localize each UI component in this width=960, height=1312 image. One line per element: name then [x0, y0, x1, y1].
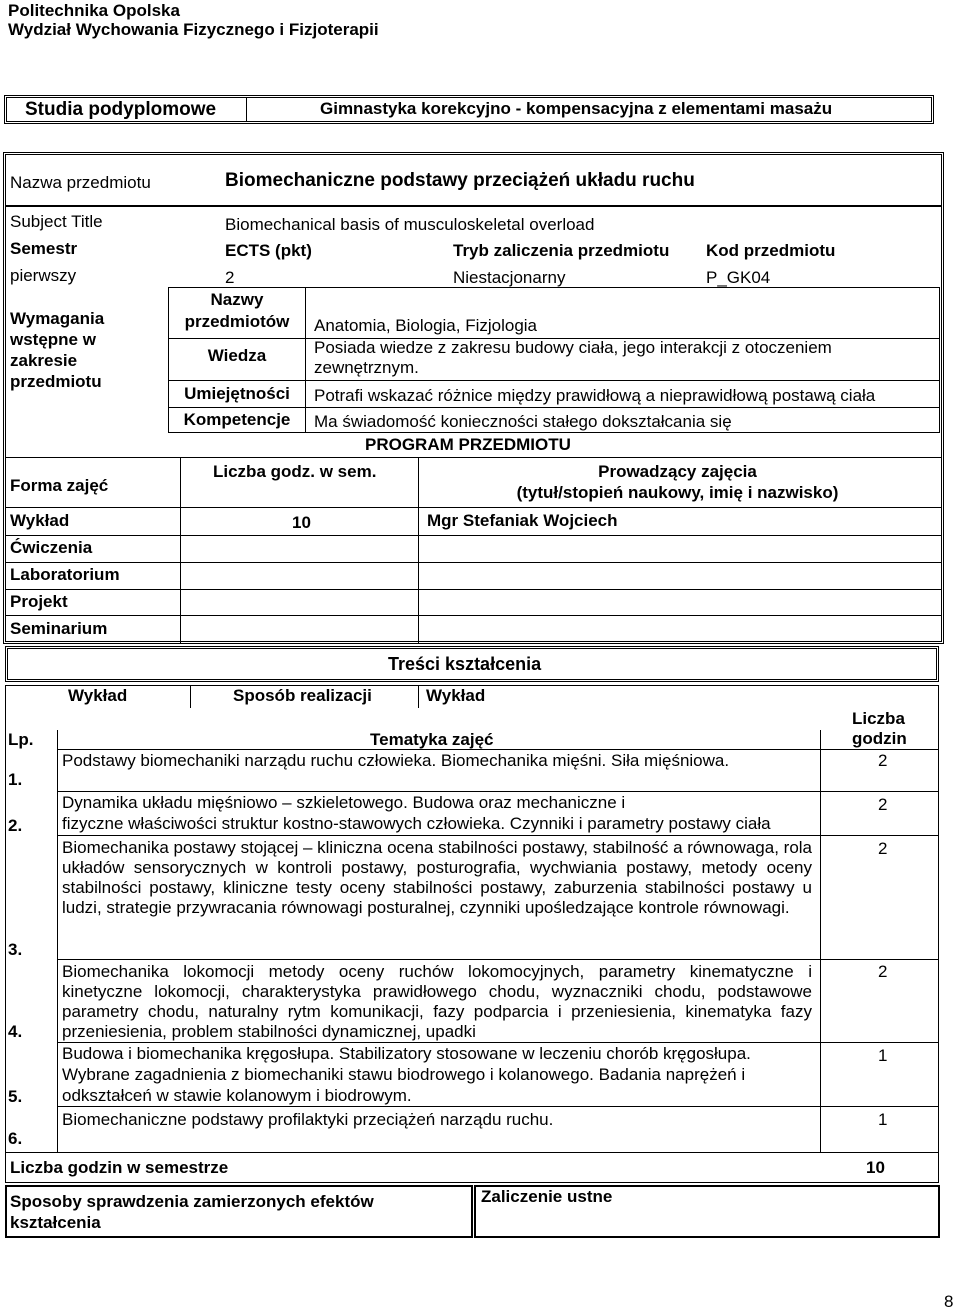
page-number: 8 — [944, 1292, 954, 1311]
form-row-laboratory: Laboratorium — [10, 565, 120, 584]
ects-label: ECTS (pkt) — [225, 241, 312, 260]
topic-text: Biomechaniczne podstawy profilaktyki przeciążeń narządu ruchu. — [62, 1110, 554, 1129]
semester-value: pierwszy — [10, 266, 77, 285]
method-value: Wykład — [426, 686, 486, 705]
subject-title-label: Subject Title — [10, 212, 103, 231]
topic-text: Podstawy biomechaniki narządu ruchu człowieka. Biomechanika mięśni. Siła mięśniowa. — [62, 751, 730, 770]
content-type: Wykład — [68, 686, 128, 705]
form-row-exercises: Ćwiczenia — [10, 538, 93, 557]
form-row-lecture: Wykład — [10, 511, 70, 530]
assessment-value: Zaliczenie ustne — [481, 1187, 613, 1206]
topic-hours: 2 — [878, 751, 888, 770]
teacher-label-2: (tytuł/stopień naukowy, imię i nazwisko) — [516, 483, 839, 502]
course-name-label: Nazwa przedmiotu — [10, 173, 151, 192]
topic-label: Tematyka zajęć — [370, 730, 494, 749]
knowledge-value: Posiada wiedze z zakresu budowy ciała, jego interakcji z otoczeniem zewnętrznym. — [314, 338, 832, 377]
topic-text-line: fizyczne właściwości struktur kostno-stawowych człowieka. Czynniki i parametry postawy ciała — [62, 814, 771, 833]
ects-value: 2 — [225, 268, 235, 287]
knowledge-label: Wiedza — [207, 346, 267, 365]
form-row-lecture-hours: 10 — [292, 513, 311, 532]
competence-value: Ma świadomość konieczności stałego dokształcania się — [314, 412, 732, 431]
topic-hours: 2 — [878, 795, 888, 814]
form-row-lecture-teacher: Mgr Stefaniak Wojciech — [427, 511, 618, 530]
lp-label: Lp. — [8, 730, 34, 749]
hours-label-2: godzin — [852, 729, 907, 748]
program-label: Studia podyplomowe — [25, 99, 217, 120]
subjects-value: Anatomia, Biologia, Fizjologia — [314, 316, 538, 335]
mode-label: Tryb zaliczenia przedmiotu — [453, 241, 670, 260]
subjects-label: Nazwy przedmiotów — [184, 290, 290, 331]
assessment-label: Sposoby sprawdzenia zamierzonych efektów kształcenia — [10, 1192, 374, 1232]
hours-per-sem-label: Liczba godz. w sem. — [213, 462, 377, 481]
form-row-seminar: Seminarium — [10, 619, 108, 638]
topic-hours: 2 — [878, 962, 888, 981]
total-label: Liczba godzin w semestrze — [10, 1158, 229, 1177]
content-title: Treści kształcenia — [388, 654, 542, 674]
topic-text: Biomechanika postawy stojącej – kliniczna ocena stabilności postawy, stabilność a równowaga, rola układów sensorycznych w kontroli postawy, posturografia, wychwiania postawy, metody oceny stabilności postawy, kliniczne testy oceny stabilności postawy, zaburzenia stabilności postawy u ludzi, strategie przywracania równowagi posturalnej, czynniki upośledzające kontrole równowagi. — [62, 838, 812, 917]
competence-label: Kompetencje — [183, 410, 291, 429]
program-name: Gimnastyka korekcyjno - kompensacyjna z elementami masażu — [320, 99, 833, 118]
skills-value: Potrafi wskazać różnice między prawidłową a nieprawidłową postawą ciała — [314, 386, 876, 405]
topic-lp: 1. — [8, 770, 23, 789]
program-section-title: PROGRAM PRZEDMIOTU — [365, 435, 571, 454]
topic-lp: 2. — [8, 816, 23, 835]
form-row-project: Projekt — [10, 592, 68, 611]
semester-label: Semestr — [10, 239, 78, 258]
topic-text: Biomechanika lokomocji metody oceny ruchów lokomocyjnych, parametry kinematyczne i kinetyczne lokomocji, charakterystyka prawidłowego chodu, wyznaczniki chodu, podstawowe parametry chodu, naturalny rytm komunikacji, fazy podparcia i przeniesienia, kinematyka fazy przeniesienia, problem stabilności dynamicznej, upadki — [62, 962, 812, 1041]
topic-hours: 2 — [878, 839, 888, 858]
topic-text-line: Budowa i biomechanika kręgosłupa. Stabilizatory stosowane w leczeniu chorób kręgosłupa. — [62, 1044, 751, 1063]
topic-text-line: Dynamika układu mięśniowo – szkieletowego. Budowa oraz mechaniczne i — [62, 793, 626, 812]
topic-text-line: Wybrane zagadnienia z biomechaniki stawu biodrowego i kolanowego. Badania naprężeń i — [62, 1065, 746, 1084]
subject-title-value: Biomechanical basis of musculoskeletal overload — [225, 215, 595, 234]
topic-lp: 6. — [8, 1129, 23, 1148]
topic-text-line: odkształceń w stawie kolanowym i biodrowym. — [62, 1086, 412, 1105]
topic-lp: 4. — [8, 1022, 23, 1041]
teacher-label-1: Prowadzący zajęcia — [598, 462, 757, 481]
method-label: Sposób realizacji — [233, 686, 372, 705]
course-name-value: Biomechaniczne podstawy przeciążeń układu ruchu — [225, 170, 695, 191]
code-value: P_GK04 — [706, 268, 771, 287]
code-label: Kod przedmiotu — [706, 241, 836, 260]
hours-label-1: Liczba — [852, 709, 905, 728]
skills-label: Umiejętności — [184, 384, 290, 403]
topic-hours: 1 — [878, 1110, 888, 1129]
topic-hours: 1 — [878, 1046, 888, 1065]
university-name: Politechnika Opolska — [8, 1, 180, 20]
topic-lp: 5. — [8, 1087, 23, 1106]
mode-value: Niestacjonarny — [453, 268, 566, 287]
requirements-label: Wymagania wstępne w zakresie przedmiotu — [10, 309, 105, 391]
faculty-name: Wydział Wychowania Fizycznego i Fizjoterapii — [8, 20, 379, 39]
form-label: Forma zajęć — [10, 476, 109, 495]
total-value: 10 — [866, 1158, 885, 1177]
topic-lp: 3. — [8, 940, 23, 959]
